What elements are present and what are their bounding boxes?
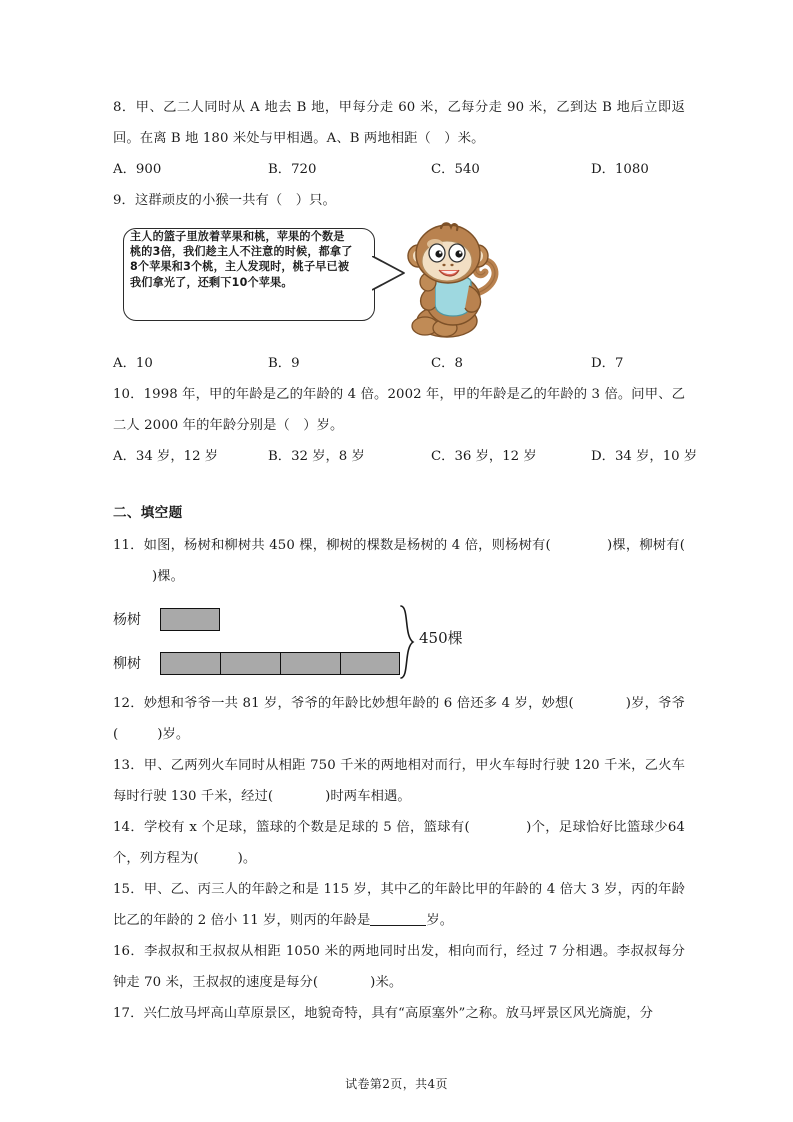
page-footer: 试卷第2页，共4页 [345,1077,448,1091]
q11-blank-1[interactable] [551,530,607,561]
question-14-text [113,812,685,874]
diagram-brace-icon [398,604,420,680]
q12-part2: )岁， [625,696,659,711]
q12-blank-2[interactable] [118,719,157,750]
question-17-text: 17．兴仁放马坪高山草原景区，地貌奇特，具有“高原塞外”之称。放马坪景区风光旖旎，分 [113,1006,653,1021]
monkey-illustration-icon [395,220,507,348]
option-a[interactable]: A．34 岁，12 岁 [113,449,219,464]
q16-blank-1[interactable] [318,967,370,998]
option-c[interactable]: C．540 [431,162,480,177]
question-11-text [113,530,685,592]
q14-part4: )。 [237,851,257,866]
diagram-total-label: 450棵 [419,629,463,647]
bar-willow [160,652,400,675]
option-a[interactable]: A．900 [113,162,162,177]
option-c[interactable]: C．8 [431,356,463,371]
q15-blank-underline[interactable] [370,911,426,926]
question-11-bar-diagram [113,600,685,688]
q16-part2: )米。 [370,975,403,990]
page-content [113,92,698,1029]
option-b[interactable]: B．9 [268,356,300,371]
q15-part2: 岁。 [426,913,454,928]
question-10-options [113,441,698,472]
q14-blank-1[interactable] [470,812,526,843]
question-12-text [113,688,685,750]
option-b[interactable]: B．720 [268,162,317,177]
q11-part3: 有( [666,538,686,553]
q14-part3: 64 个，列方程为( [113,820,685,866]
option-d[interactable]: D．1080 [591,162,649,177]
q11-part4: )棵。 [151,569,185,584]
option-b[interactable]: B．32 岁，8 岁 [268,449,365,464]
q13-part2: )时两车相遇。 [325,789,411,804]
question-16-text [113,936,685,998]
q12-part4: )岁。 [157,727,190,742]
question-9-options [113,348,685,379]
question-10-text: 10．1998 年，甲的年龄是乙的年龄的 4 倍。2002 年，甲的年龄是乙的年龄的 3 倍。问甲、乙二人 2000 年的年龄分别是（ ）岁。 [113,387,685,433]
question-13-text [113,750,685,812]
option-d[interactable]: D．34 岁，10 岁 [591,449,698,464]
q12-part3: 爷爷( [113,696,686,742]
option-d[interactable]: D．7 [591,356,624,371]
bar-willow-segment [161,653,221,674]
q16-part1: 16．李叔叔和王叔叔从相距 1050 米的两地同时出发，相向而行，经过 7 分相遇。李叔叔每分钟走 70 米，王叔叔的速度是每分( [113,944,685,990]
option-a[interactable]: A．10 [113,356,153,371]
q12-blank-1[interactable] [574,688,626,719]
bar-willow-segment [281,653,341,674]
question-8-options [113,154,685,185]
q13-blank-1[interactable] [273,781,325,812]
q14-part1: 14．学校有 x 个足球，篮球的个数是足球的 5 倍，篮球有( [113,820,470,835]
question-9-figure [113,220,685,348]
question-9-text: 9．这群顽皮的小猴一共有（ ）只。 [113,193,336,208]
diagram-label-willow: 柳树 [113,656,141,672]
option-c[interactable]: C．36 岁，12 岁 [431,449,537,464]
q15-part1: 15．甲、乙、丙三人的年龄之和是 115 岁，其中乙的年龄比甲的年龄的 4 倍大 3 岁，丙的年龄比乙的年龄的 2 倍小 11 岁，则丙的年龄是 [113,882,685,928]
q11-part1: 11．如图，杨树和柳树共 450 棵，柳树的棵数是杨树的 4 倍，则杨树有( [113,538,551,553]
bar-poplar [160,608,220,631]
bar-willow-segment [221,653,281,674]
speech-bubble-text: 主人的篮子里放着苹果和桃，苹果的个数是桃的3倍，我们趁主人不注意的时候，都拿了8个苹果和3个桃，主人发现时，桃子早已被我们拿光了，还剩下10个苹果。 [130,230,353,289]
question-15-text [113,874,685,936]
diagram-label-poplar: 杨树 [113,612,141,628]
question-8-text: 8．甲、乙二人同时从 A 地去 B 地，甲每分走 60 米，乙每分走 90 米，乙到达 B 地后立即返回。在离 B 地 180 米处与甲相遇。A、B 两地相距（ ）米。 [113,100,685,146]
q12-part1: 12．妙想和爷爷一共 81 岁，爷爷的年龄比妙想年龄的 6 倍还多 4 岁，妙想( [113,696,574,711]
q14-part2: )个，足球恰好比篮球少 [526,820,668,835]
q11-blank-2[interactable] [113,561,152,592]
section-title-fill-in-blank: 二、填空题 [113,505,183,521]
q13-part1: 13．甲、乙两列火车同时从相距 750 千米的两地相对而行，甲火车每时行驶 120 千米，乙火车每时行驶 130 千米，经过( [113,758,685,804]
q11-part2: )棵，柳树 [607,538,667,553]
q14-blank-2[interactable] [199,843,238,874]
